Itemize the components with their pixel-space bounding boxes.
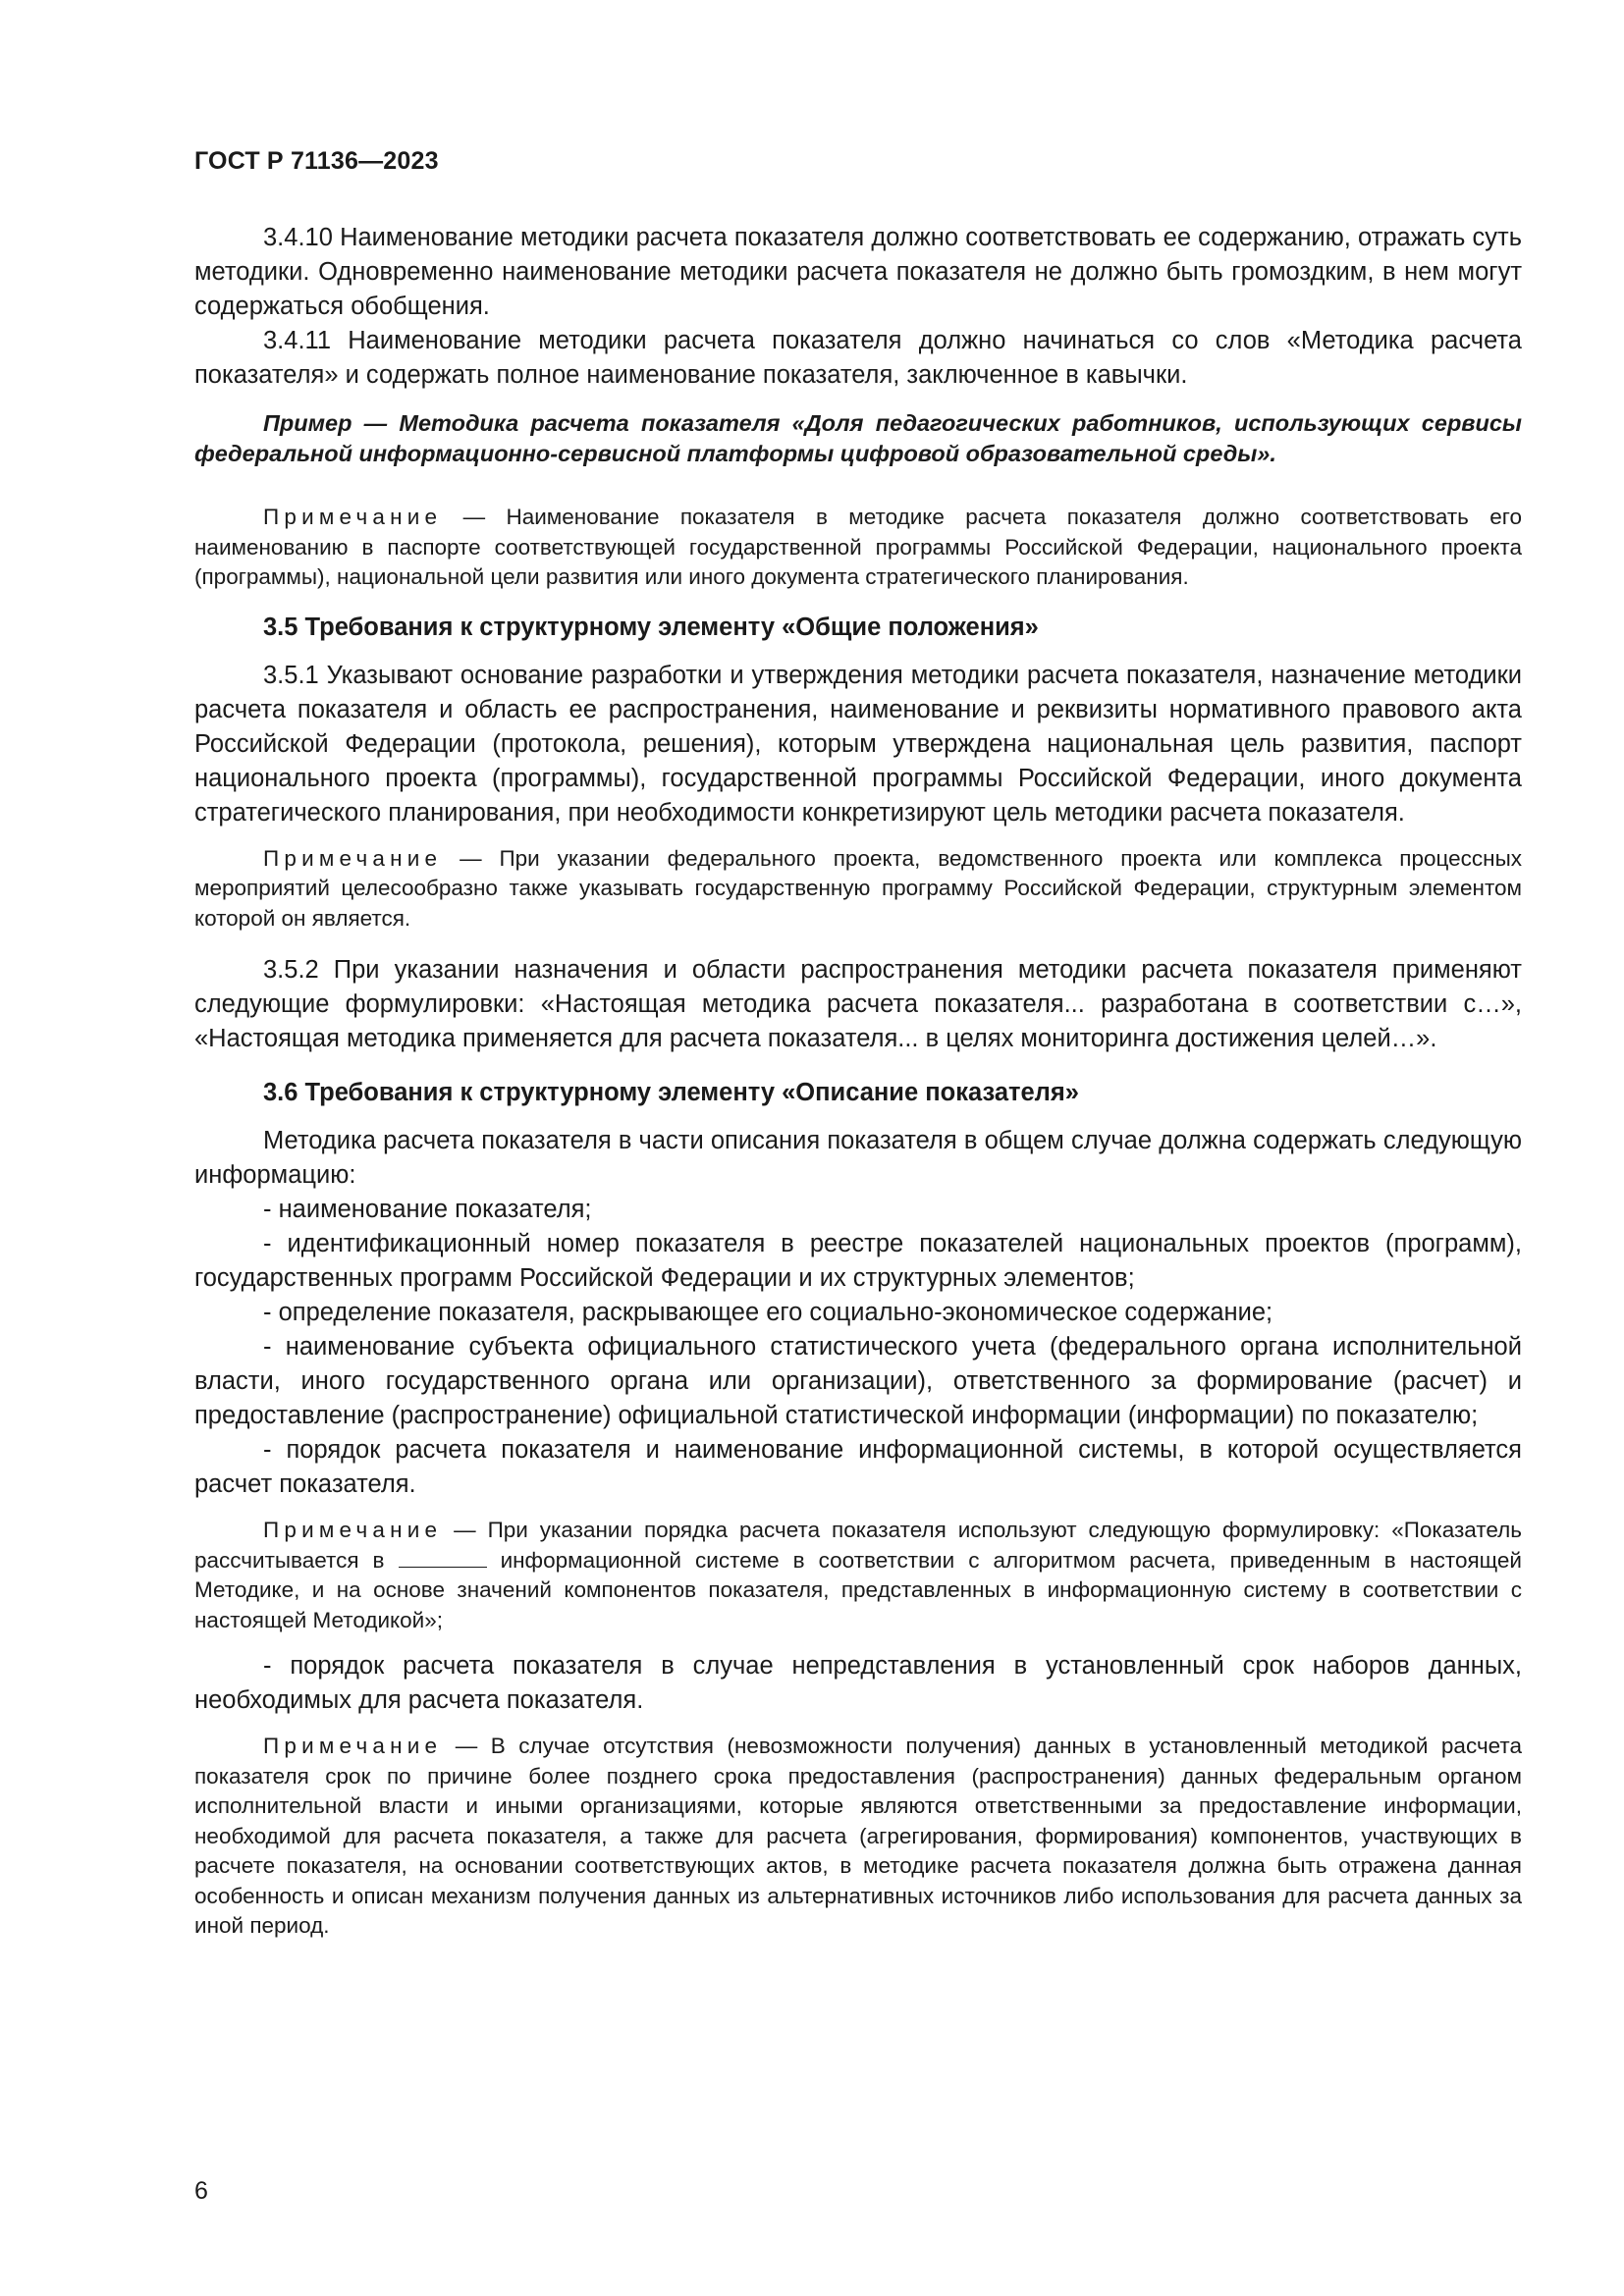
note-2 xyxy=(194,844,1522,934)
note-1 xyxy=(194,503,1522,593)
note-4 xyxy=(194,1732,1522,1942)
note-3-text-part1: — При указании порядка расчета показателя используют следующую формулировку: «Показатель рассчитывается в xyxy=(194,1518,1522,1573)
document-body xyxy=(194,221,1522,1942)
section-heading-3-5: 3.5 Требования к структурному элементу «Общие положения» xyxy=(263,613,1039,641)
note-3 xyxy=(194,1516,1522,1635)
list-item: - порядок расчета показателя и наименование информационной системы, в которой осуществляется расчет показателя. xyxy=(194,1436,1522,1498)
list-item: - определение показателя, раскрывающее его социально-экономическое содержание; xyxy=(263,1299,1273,1326)
intro-3-6: Методика расчета показателя в части описания показателя в общем случае должна содержать следующую информацию: xyxy=(194,1127,1522,1189)
document-page xyxy=(194,0,1522,2296)
list-item: - наименование субъекта официального статистического учета (федерального органа исполнительной власти, иного государственного органа или организации), ответственного за формирование (расчет) и предоставление (распространение) официальной статистической информации (информации) по показателю; xyxy=(194,1333,1522,1429)
example-paragraph: Пример — Методика расчета показателя «Доля педагогических работников, использующих сервисы федеральной информационно-сервисной платформы цифровой образовательной среды». xyxy=(194,410,1522,466)
blank-line xyxy=(399,1547,487,1568)
note-label: Примечание xyxy=(263,1518,443,1542)
note-label: Примечание xyxy=(263,505,443,529)
note-4-text: — В случае отсутствия (невозможности получения) данных в установленный методикой расчета показателя срок по причине более позднего срока предоставления (распространения) данных федеральным органом исполнительной власти и иными организациями, которые являются ответственными за предоставление информации, необходимой для расчета показателя, а также для расчета (агрегирования, формирования) компонентов, участвующих в расчете показателя, на основании соответствующих актов, в методике расчета показателя должна быть отражена данная особенность и описан механизм получения данных из альтернативных источников либо использования для расчета данных за иной период. xyxy=(194,1734,1522,1938)
page-number: 6 xyxy=(194,2177,208,2205)
list-item: - порядок расчета показателя в случае непредставления в установленный срок наборов данных, необходимых для расчета показателя. xyxy=(194,1652,1522,1714)
list-item: - идентификационный номер показателя в реестре показателей национальных проектов (программ), государственных программ Российской Федерации и их структурных элементов; xyxy=(194,1230,1522,1292)
clause-3-4-10: 3.4.10 Наименование методики расчета показателя должно соответствовать ее содержанию, отражать суть методики. Одновременно наименование методики расчета показателя не должно быть громоздким, в нем могут содержаться обобщения. xyxy=(194,224,1522,320)
clause-3-5-2: 3.5.2 При указании назначения и области распространения методики расчета показателя применяют следующие формулировки: «Настоящая методика расчета показателя... разработана в соответствии с…», «Настоящая методика применяется для расчета показателя... в целях мониторинга достижения целей…». xyxy=(194,956,1522,1052)
note-3-text-part2: информационной системе в соответствии с алгоритмом расчета, приведенным в настоящей Методике, и на основе значений компонентов показателя, представленных в информационную систему в соответствии с настоящей Методикой»; xyxy=(194,1547,1522,1632)
note-2-text: — При указании федерального проекта, ведомственного проекта или комплекса процессных мероприятий целесообразно также указывать государственную программу Российской Федерации, структурным элементом которой он является. xyxy=(194,845,1522,931)
note-label: Примечание xyxy=(263,1734,443,1758)
note-label: Примечание xyxy=(263,845,443,871)
note-1-text: — Наименование показателя в методике расчета показателя должно соответствовать его наименованию в паспорте соответствующей государственной программы Российской Федерации, национального проекта (программы), национальной цели развития или иного документа стратегического планирования. xyxy=(194,505,1522,589)
clause-3-4-11: 3.4.11 Наименование методики расчета показателя должно начинаться со слов «Методика расчета показателя» и содержать полное наименование показателя, заключенное в кавычки. xyxy=(194,327,1522,389)
list-item: - наименование показателя; xyxy=(263,1196,592,1223)
section-heading-3-6: 3.6 Требования к структурному элементу «Описание показателя» xyxy=(263,1079,1079,1106)
clause-3-5-1: 3.5.1 Указывают основание разработки и утверждения методики расчета показателя, назначение методики расчета показателя и область ее распространения, наименование и реквизиты нормативного правового акта Российской Федерации (протокола, решения), которым утверждена национальная цель развития, паспорт национального проекта (программы), государственной программы Российской Федерации, иного документа стратегического планирования, при необходимости конкретизируют цель методики расчета показателя. xyxy=(194,661,1522,827)
document-code-header: ГОСТ Р 71136—2023 xyxy=(194,147,439,175)
